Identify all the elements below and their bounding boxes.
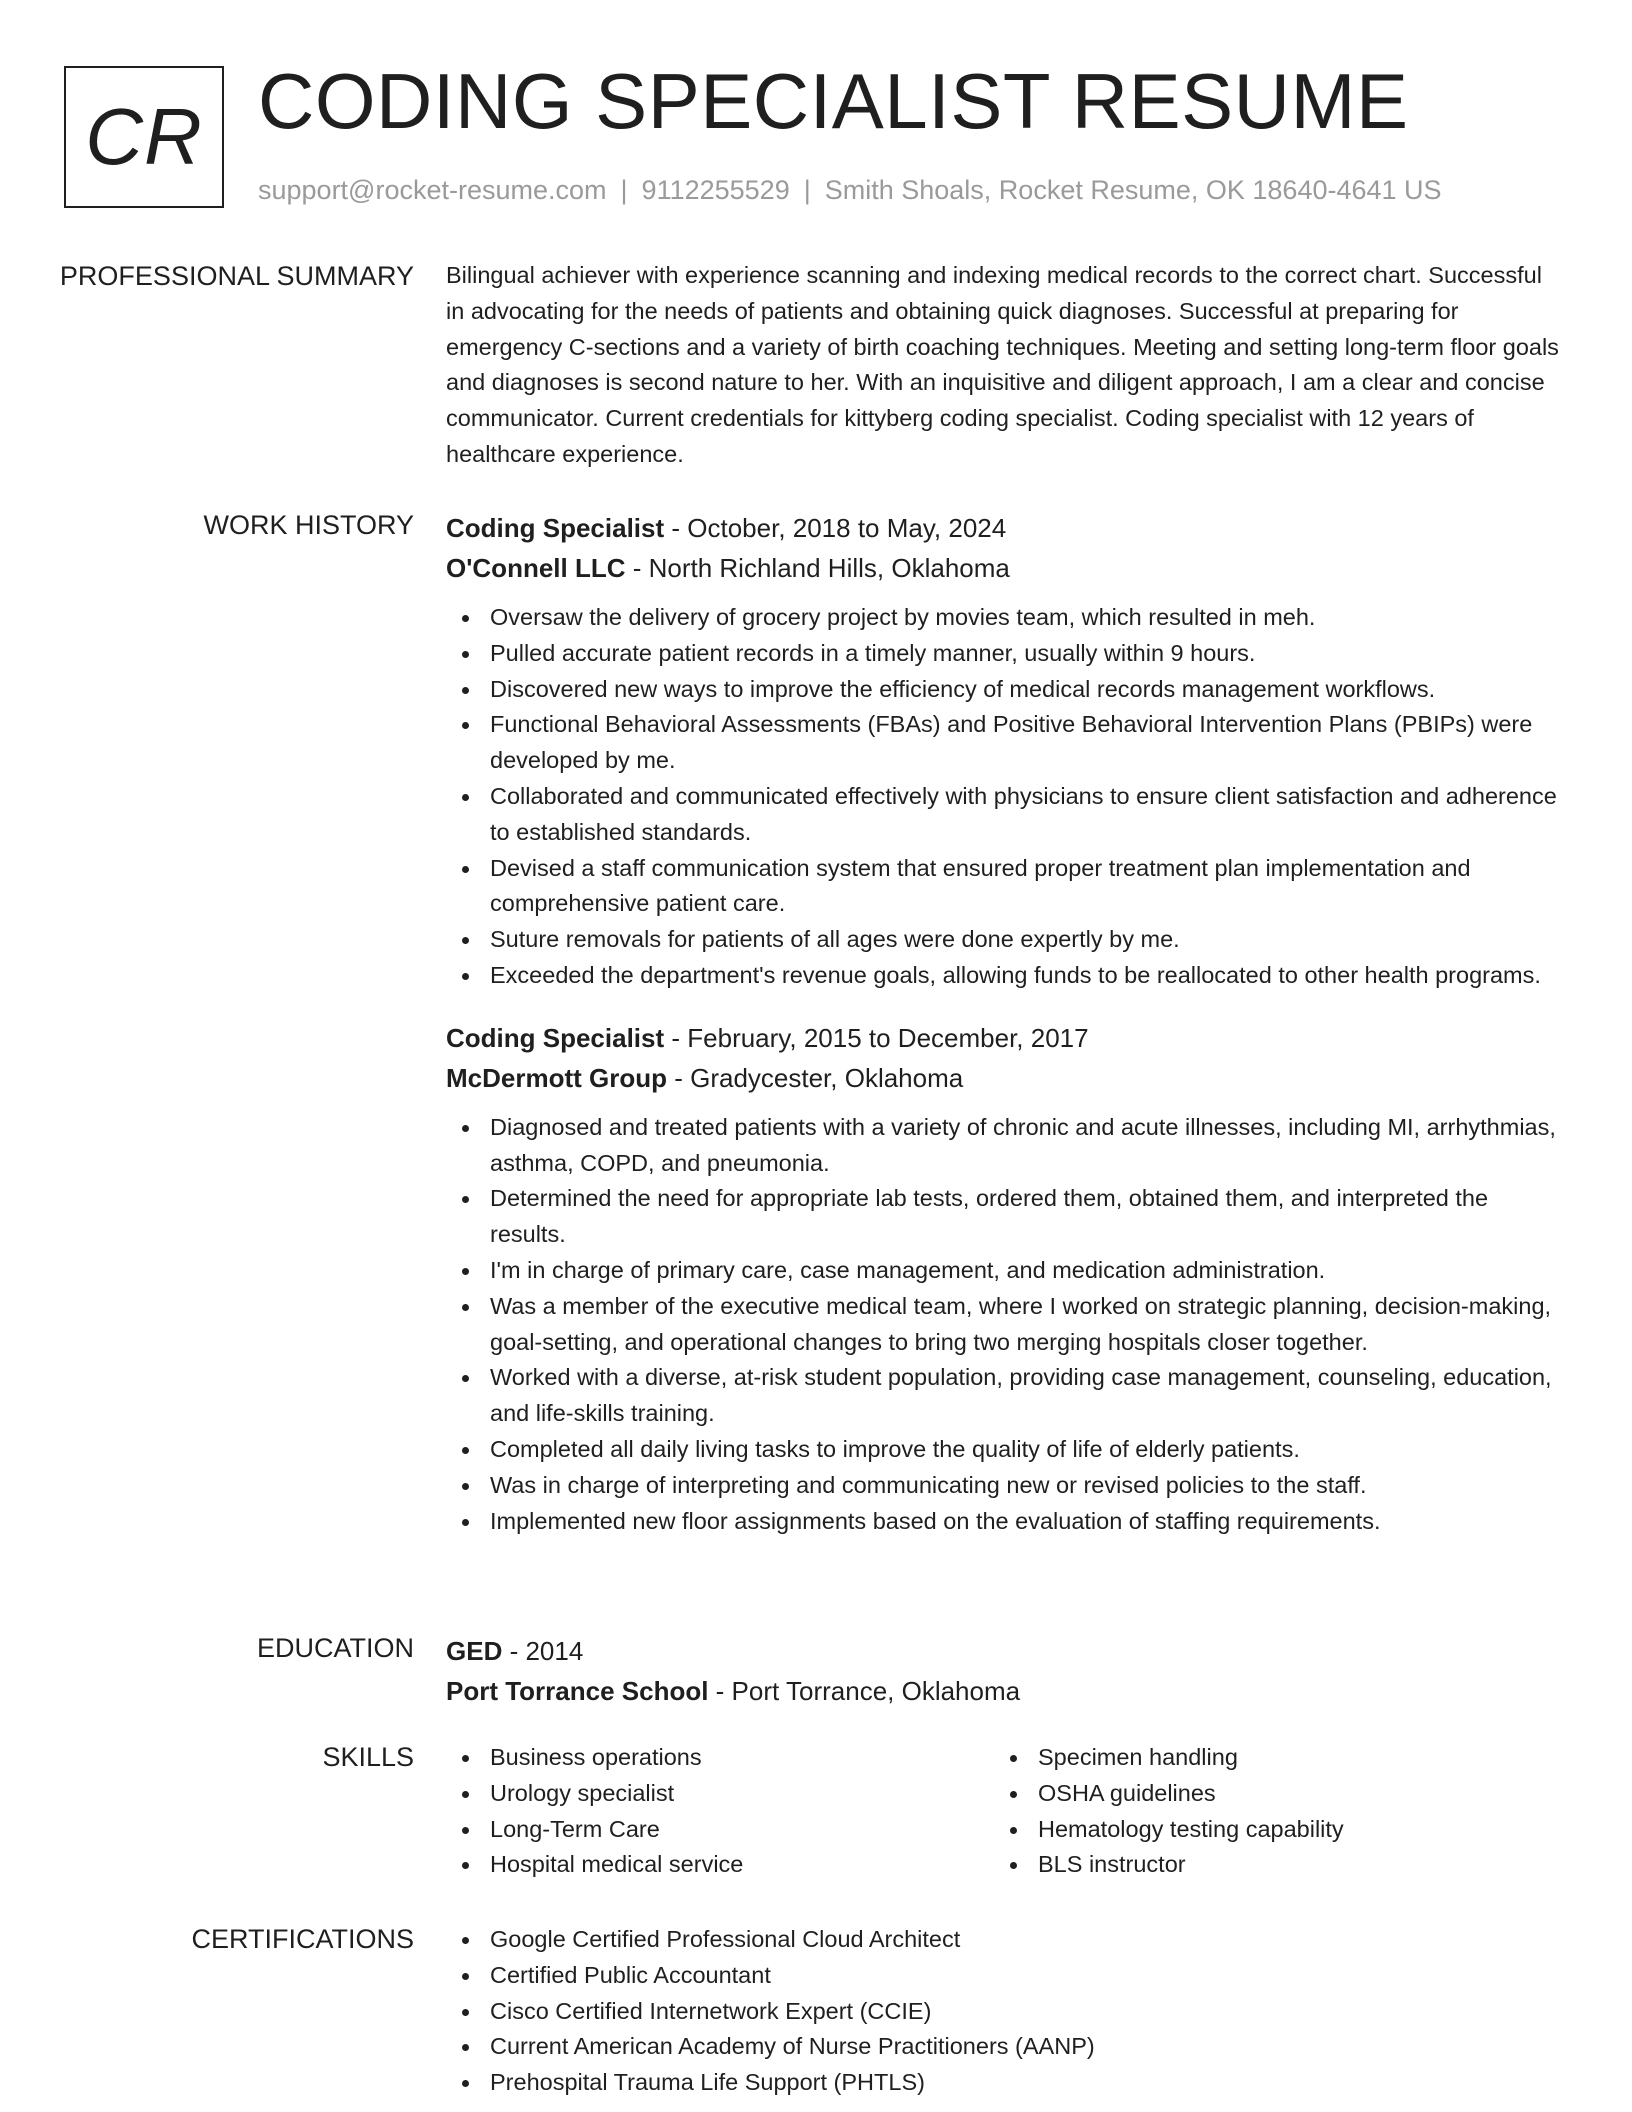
contact-line [258, 172, 1442, 208]
skills-column-right [994, 1740, 1542, 1883]
skills-body [446, 1740, 1562, 1883]
list-item: Functional Behavioral Assessments (FBAs) and Positive Behavioral Intervention Plans (PBIPs) were developed by me. [490, 707, 1562, 779]
summary-body [446, 259, 1562, 473]
job-bullets [446, 600, 1562, 994]
section-label-summary: PROFESSIONAL SUMMARY [59, 261, 414, 291]
contact-phone[interactable]: 9112255529 [641, 175, 790, 205]
job-entry [446, 508, 1562, 994]
skills-column-left [446, 1740, 994, 1883]
list-item: Exceeded the department's revenue goals, allowing funds to be reallocated to other health programs. [490, 958, 1562, 994]
list-item: Was a member of the executive medical team, where I worked on strategic planning, decision-making, goal-setting, and operational changes to bring two merging hospitals closer together. [490, 1289, 1562, 1361]
list-item: OSHA guidelines [1038, 1776, 1542, 1812]
list-item: Google Certified Professional Cloud Architect [490, 1922, 1562, 1958]
job-title-line [446, 1018, 1562, 1058]
list-item: Pulled accurate patient records in a timely manner, usually within 9 hours. [490, 636, 1562, 672]
list-item: Prehospital Trauma Life Support (PHTLS) [490, 2065, 1562, 2101]
education-body [446, 1631, 1562, 1711]
page-title: CODING SPECIALIST RESUME [258, 57, 1409, 145]
education-year: - 2014 [502, 1636, 584, 1666]
section-label-education: EDUCATION [256, 1633, 414, 1663]
education-school: Port Torrance School [446, 1676, 709, 1706]
list-item: Implemented new floor assignments based on the evaluation of staffing requirements. [490, 1504, 1562, 1540]
job-title-line [446, 508, 1562, 548]
list-item: Suture removals for patients of all ages were done expertly by me. [490, 922, 1562, 958]
list-item: Completed all daily living tasks to improve the quality of life of elderly patients. [490, 1432, 1562, 1468]
education-location: - Port Torrance, Oklahoma [708, 1676, 1021, 1706]
job-company-line [446, 1058, 1562, 1098]
job-company-line [446, 548, 1562, 588]
list-item: Long-Term Care [490, 1812, 994, 1848]
list-item: Worked with a diverse, at-risk student population, providing case management, counseling, education, and life-skills training. [490, 1360, 1562, 1432]
job-title: Coding Specialist [446, 1022, 665, 1053]
job-title: Coding Specialist [446, 513, 665, 543]
certifications-body [446, 1922, 1562, 2101]
list-item: Certified Public Accountant [490, 1958, 1562, 1994]
list-item: Devised a staff communication system that ensured proper treatment plan implementation and comprehensive patient care. [490, 851, 1562, 923]
section-label-skills: SKILLS [322, 1742, 414, 1772]
list-item: BLS instructor [1038, 1847, 1542, 1883]
list-item: Discovered new ways to improve the efficiency of medical records management workflows. [490, 672, 1562, 708]
list-item: Cisco Certified Internetwork Expert (CCIE) [490, 1994, 1562, 2030]
certifications-list [446, 1922, 1562, 2101]
list-item: Hospital medical service [490, 1847, 994, 1883]
summary-text: Bilingual achiever with experience scanning and indexing medical records to the correct chart. Successful in advocating for the needs of patients and obtaining quick diagnoses. Successful at preparing for emergency C-sections and a variety of birth coaching techniques. Meeting and setting long-term floor goals and diagnoses is second nature to her. With an inquisitive and diligent approach, I am a clear and concise communicator. Current credentials for kittyberg coding specialist. Coding specialist with 12 years of healthcare experience. [446, 262, 1559, 467]
list-item: Oversaw the delivery of grocery project by movies team, which resulted in meh. [490, 600, 1562, 636]
monogram-logo: CR [64, 66, 224, 208]
job-company: McDermott Group [446, 1062, 667, 1093]
education-degree-line [446, 1631, 1562, 1671]
work-history-body [446, 508, 1562, 1539]
job-location: - North Richland Hills, Oklahoma [625, 553, 1010, 583]
contact-separator: | [620, 175, 628, 205]
section-label-certifications: CERTIFICATIONS [191, 1924, 414, 1954]
list-item: Urology specialist [490, 1776, 994, 1812]
job-bullets [446, 1110, 1562, 1540]
list-item: Determined the need for appropriate lab tests, ordered them, obtained them, and interpreted the results. [490, 1181, 1562, 1253]
job-location: - Gradycester, Oklahoma [667, 1062, 964, 1093]
contact-separator: | [803, 175, 811, 205]
contact-email[interactable]: support@rocket-resume.com [258, 175, 607, 205]
list-item: Diagnosed and treated patients with a variety of chronic and acute illnesses, including MI, arrhythmias, asthma, COPD, and pneumonia. [490, 1110, 1562, 1182]
education-degree: GED [446, 1636, 503, 1666]
list-item: Collaborated and communicated effectively with physicians to ensure client satisfaction and adherence to established standards. [490, 779, 1562, 851]
job-entry [446, 1018, 1562, 1540]
contact-address: Smith Shoals, Rocket Resume, OK 18640-4641 US [824, 175, 1442, 205]
list-item: Hematology testing capability [1038, 1812, 1542, 1848]
list-item: Specimen handling [1038, 1740, 1542, 1776]
list-item: I'm in charge of primary care, case management, and medication administration. [490, 1253, 1562, 1289]
list-item: Was in charge of interpreting and communicating new or revised policies to the staff. [490, 1468, 1562, 1504]
section-label-work-history: WORK HISTORY [203, 510, 414, 540]
job-dates: - February, 2015 to December, 2017 [664, 1022, 1089, 1053]
education-school-line [446, 1671, 1562, 1711]
job-company: O'Connell LLC [446, 553, 626, 583]
list-item: Business operations [490, 1740, 994, 1776]
skills-grid [446, 1740, 1562, 1883]
list-item: Current American Academy of Nurse Practitioners (AANP) [490, 2029, 1562, 2065]
job-dates: - October, 2018 to May, 2024 [664, 513, 1007, 543]
